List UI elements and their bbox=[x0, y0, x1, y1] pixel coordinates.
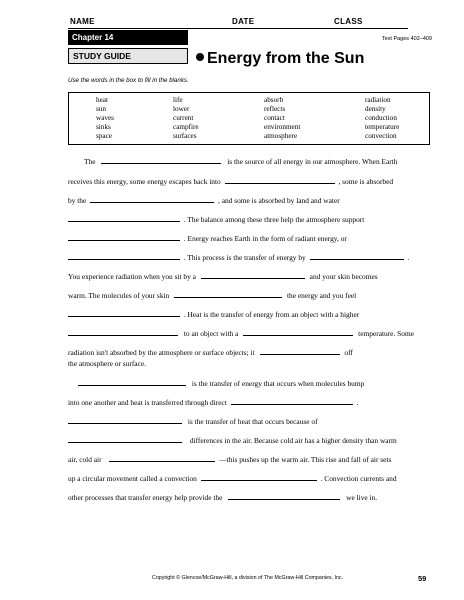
passage-line bbox=[68, 435, 397, 446]
word-bank-item: radiation bbox=[365, 96, 391, 104]
blank[interactable] bbox=[310, 252, 404, 260]
chapter-bar: Chapter 14 bbox=[68, 30, 188, 45]
passage-text: , some is absorbed bbox=[338, 177, 394, 186]
passage-line bbox=[68, 359, 146, 369]
passage-text: , and some is absorbed by land and water bbox=[218, 196, 340, 205]
blank[interactable] bbox=[78, 378, 186, 386]
study-guide-label: STUDY GUIDE bbox=[68, 48, 188, 64]
word-bank-item: campfire bbox=[173, 123, 199, 131]
passage-text: warm. The molecules of your skin bbox=[68, 291, 170, 300]
blank[interactable] bbox=[260, 347, 340, 355]
blank[interactable] bbox=[68, 252, 180, 260]
passage-text: to an object with a bbox=[183, 329, 239, 338]
passage-line bbox=[68, 309, 359, 320]
date-label: DATE bbox=[232, 17, 255, 26]
word-bank-item: waves bbox=[96, 114, 114, 122]
class-label: CLASS bbox=[334, 17, 363, 26]
passage-text: up a circular movement called a convection bbox=[68, 474, 197, 483]
word-bank-item: atmosphere bbox=[264, 132, 298, 140]
passage-text: . The balance among these three help the atmosphere support bbox=[183, 215, 365, 224]
passage-line bbox=[68, 473, 397, 484]
word-bank-item: density bbox=[365, 105, 386, 113]
blank[interactable] bbox=[109, 454, 215, 462]
passage-line bbox=[68, 378, 364, 389]
blank[interactable] bbox=[225, 176, 335, 184]
header-rule bbox=[68, 28, 408, 29]
passage-text: temperature. Some bbox=[358, 329, 414, 338]
passage-line bbox=[68, 492, 377, 503]
passage-text: —this pushes up the warm air. This rise and fall of air sets bbox=[219, 455, 392, 464]
passage-text: by the bbox=[68, 196, 87, 205]
passage-text: You experience radiation when you sit by a bbox=[68, 272, 196, 281]
blank[interactable] bbox=[68, 214, 180, 222]
text-pages: Text Pages 402–409 bbox=[381, 36, 432, 42]
word-bank-item: environment bbox=[264, 123, 301, 131]
passage-text: . Convection currents and bbox=[320, 474, 397, 483]
passage-line bbox=[68, 328, 414, 339]
blank[interactable] bbox=[174, 290, 282, 298]
word-bank bbox=[68, 92, 430, 145]
passage-line bbox=[68, 214, 364, 225]
blank[interactable] bbox=[101, 156, 221, 164]
bullet-icon bbox=[196, 53, 204, 61]
passage-text: . bbox=[356, 398, 359, 407]
passage-text: is the source of all energy in our atmosphere. When Earth bbox=[227, 157, 398, 166]
passage-text: is the transfer of energy that occurs when molecules bump bbox=[191, 379, 365, 388]
blank[interactable] bbox=[228, 492, 340, 500]
blank[interactable] bbox=[68, 416, 182, 424]
passage-text: the energy and you feel bbox=[286, 291, 357, 300]
blank[interactable] bbox=[201, 473, 317, 481]
passage-text: off bbox=[344, 348, 353, 357]
passage-line bbox=[68, 454, 391, 465]
copyright-footer: Copyright © Glencoe/McGraw-Hill, a division of The McGraw-Hill Companies, Inc. bbox=[152, 575, 344, 581]
blank[interactable] bbox=[90, 195, 214, 203]
word-bank-item: convection bbox=[365, 132, 397, 140]
passage-text: . This process is the transfer of energy by bbox=[183, 253, 306, 262]
passage-line bbox=[68, 156, 398, 167]
blank[interactable] bbox=[243, 328, 353, 336]
blank[interactable] bbox=[68, 435, 182, 443]
passage-line bbox=[68, 195, 340, 206]
word-bank-item: sinks bbox=[96, 123, 111, 131]
word-bank-item: life bbox=[173, 96, 183, 104]
word-bank-item: sun bbox=[96, 105, 106, 113]
page-number: 59 bbox=[418, 574, 427, 583]
blank[interactable] bbox=[231, 397, 353, 405]
passage-text: differences in the air. Because cold air has a higher density than warm bbox=[189, 436, 397, 445]
blank[interactable] bbox=[68, 328, 178, 336]
word-bank-item: space bbox=[96, 132, 112, 140]
passage-text: we live in. bbox=[346, 493, 378, 502]
passage-line bbox=[68, 176, 393, 187]
passage-line bbox=[68, 347, 353, 358]
passage-text: receives this energy, some energy escapes back into bbox=[68, 177, 221, 186]
blank[interactable] bbox=[68, 309, 180, 317]
passage-text: other processes that transfer energy help provide the bbox=[68, 493, 223, 502]
passage-text: into one another and heat is transferred through direct bbox=[68, 398, 227, 407]
passage-text: the atmosphere or surface. bbox=[68, 359, 146, 368]
passage-text: radiation isn't absorbed by the atmosphere or surface objects; it bbox=[68, 348, 255, 357]
passage-line bbox=[68, 290, 356, 301]
passage-text: . Energy reaches Earth in the form of radiant energy, or bbox=[183, 234, 347, 243]
passage-line bbox=[68, 233, 347, 244]
instructions: Use the words in the box to fill in the blanks. bbox=[68, 77, 189, 84]
word-bank-item: temperature bbox=[365, 123, 400, 131]
passage-text: air, cold air bbox=[68, 455, 102, 464]
passage-line bbox=[68, 252, 409, 263]
word-bank-item: surfaces bbox=[173, 132, 197, 140]
passage-line bbox=[68, 416, 318, 427]
word-bank-item: lower bbox=[173, 105, 190, 113]
blank[interactable] bbox=[201, 271, 305, 279]
word-bank-item: heat bbox=[96, 96, 108, 104]
passage-line bbox=[68, 271, 378, 282]
passage-line bbox=[68, 397, 358, 408]
passage-text: is the transfer of heat that occurs because of bbox=[187, 417, 318, 426]
word-bank-item: reflects bbox=[264, 105, 286, 113]
passage-text: and your skin becomes bbox=[309, 272, 378, 281]
page-title-text: Energy from the Sun bbox=[207, 50, 365, 67]
passage-text: The bbox=[84, 157, 96, 166]
word-bank-item: current bbox=[173, 114, 194, 122]
word-bank-item: contact bbox=[264, 114, 285, 122]
word-bank-item: absorb bbox=[264, 96, 284, 104]
blank[interactable] bbox=[68, 233, 180, 241]
word-bank-item: conduction bbox=[365, 114, 397, 122]
passage-text: . Heat is the transfer of energy from an object with a higher bbox=[183, 310, 360, 319]
passage-text: . bbox=[407, 253, 410, 262]
name-label: NAME bbox=[70, 17, 95, 26]
page-title bbox=[196, 50, 364, 68]
